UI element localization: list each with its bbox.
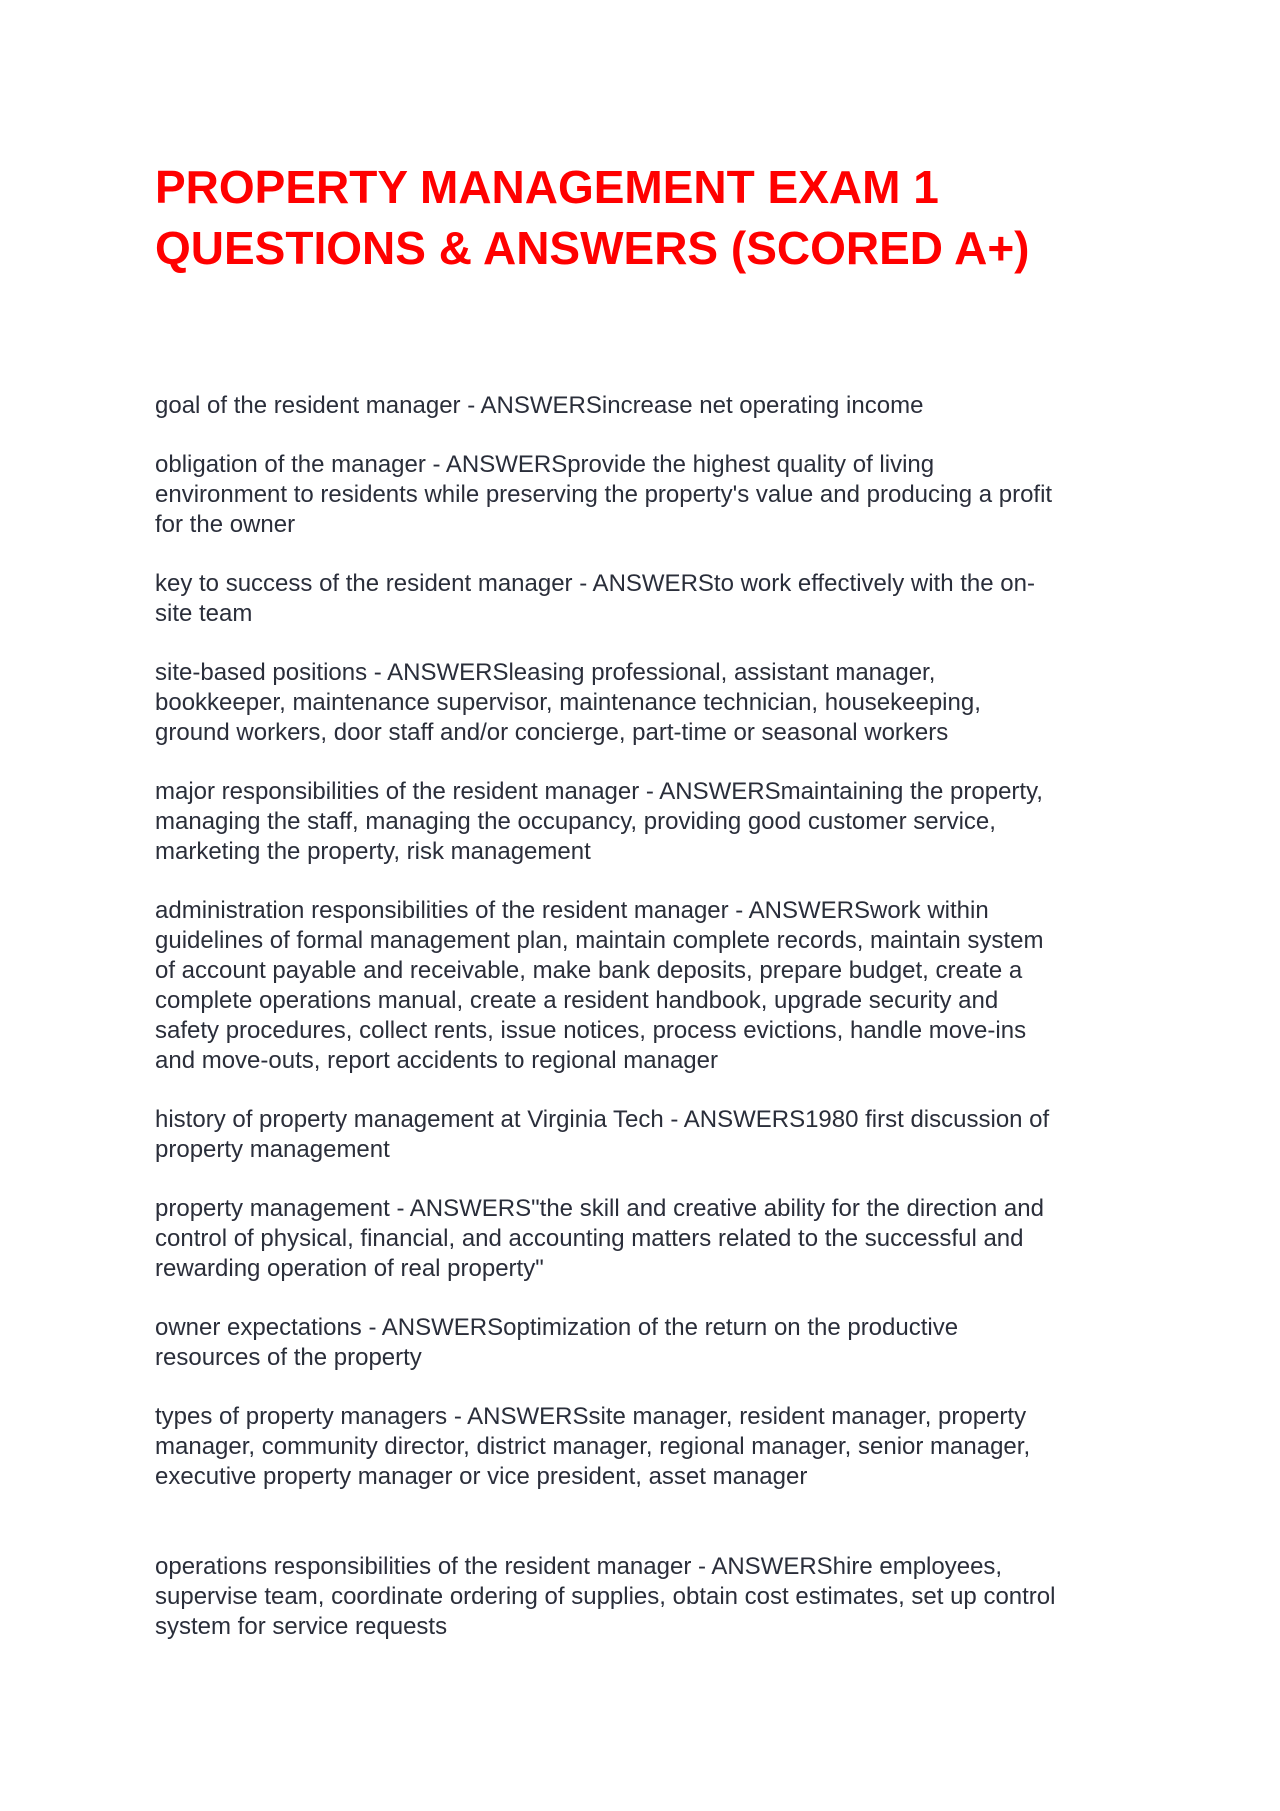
qa-list: [155, 391, 1135, 1671]
qa-item-administration-responsibilities: administration responsibilities of the resident manager - ANSWERSwork within guidelines of formal management plan, maintain complete records, maintain system of account payable and receivable, make bank deposits, prepare budget, create a complete operations manual, create a resident handbook, upgrade security and safety procedures, collect rents, issue notices, process evictions, handle move-ins and move-outs, report accidents to regional manager: [155, 897, 1044, 1074]
qa-item-operations-responsibilities: operations responsibilities of the resident manager - ANSWERShire employees, supervise team, coordinate ordering of supplies, obtain cost estimates, set up control system for service requests: [155, 1553, 1056, 1640]
qa-item-goal: goal of the resident manager - ANSWERSincrease net operating income: [155, 392, 924, 419]
qa-item-major-responsibilities: major responsibilities of the resident manager - ANSWERSmaintaining the property, managing the staff, managing the occupancy, providing good customer service, marketing the property, risk management: [155, 778, 1043, 865]
qa-item-owner-expectations: owner expectations - ANSWERSoptimization of the return on the productive resources of the property: [155, 1314, 959, 1371]
qa-item-obligation: obligation of the manager - ANSWERSprovide the highest quality of living environment to residents while preserving the property's value and producing a profit for the owner: [155, 451, 1053, 538]
qa-item-history: history of property management at Virginia Tech - ANSWERS1980 first discussion of property management: [155, 1106, 1050, 1163]
qa-item-site-based-positions: site-based positions - ANSWERSleasing professional, assistant manager, bookkeeper, maintenance supervisor, maintenance technician, housekeeping, ground workers, door staff and/or concierge, part-time or seasonal workers: [155, 659, 981, 746]
qa-item-property-management: property management - ANSWERS"the skill and creative ability for the direction and control of physical, financial, and accounting matters related to the successful and rewarding operation of real property": [155, 1195, 1044, 1282]
qa-item-key-to-success: key to success of the resident manager - ANSWERSto work effectively with the on- site team: [155, 570, 1035, 627]
document-title: PROPERTY MANAGEMENT EXAM 1 QUESTIONS & ANSWERS (SCORED A+): [155, 161, 1030, 274]
qa-item-types-of-managers: types of property managers - ANSWERSsite manager, resident manager, property manager, community director, district manager, regional manager, senior manager, executive property manager or vice president, asset manager: [155, 1403, 1031, 1490]
